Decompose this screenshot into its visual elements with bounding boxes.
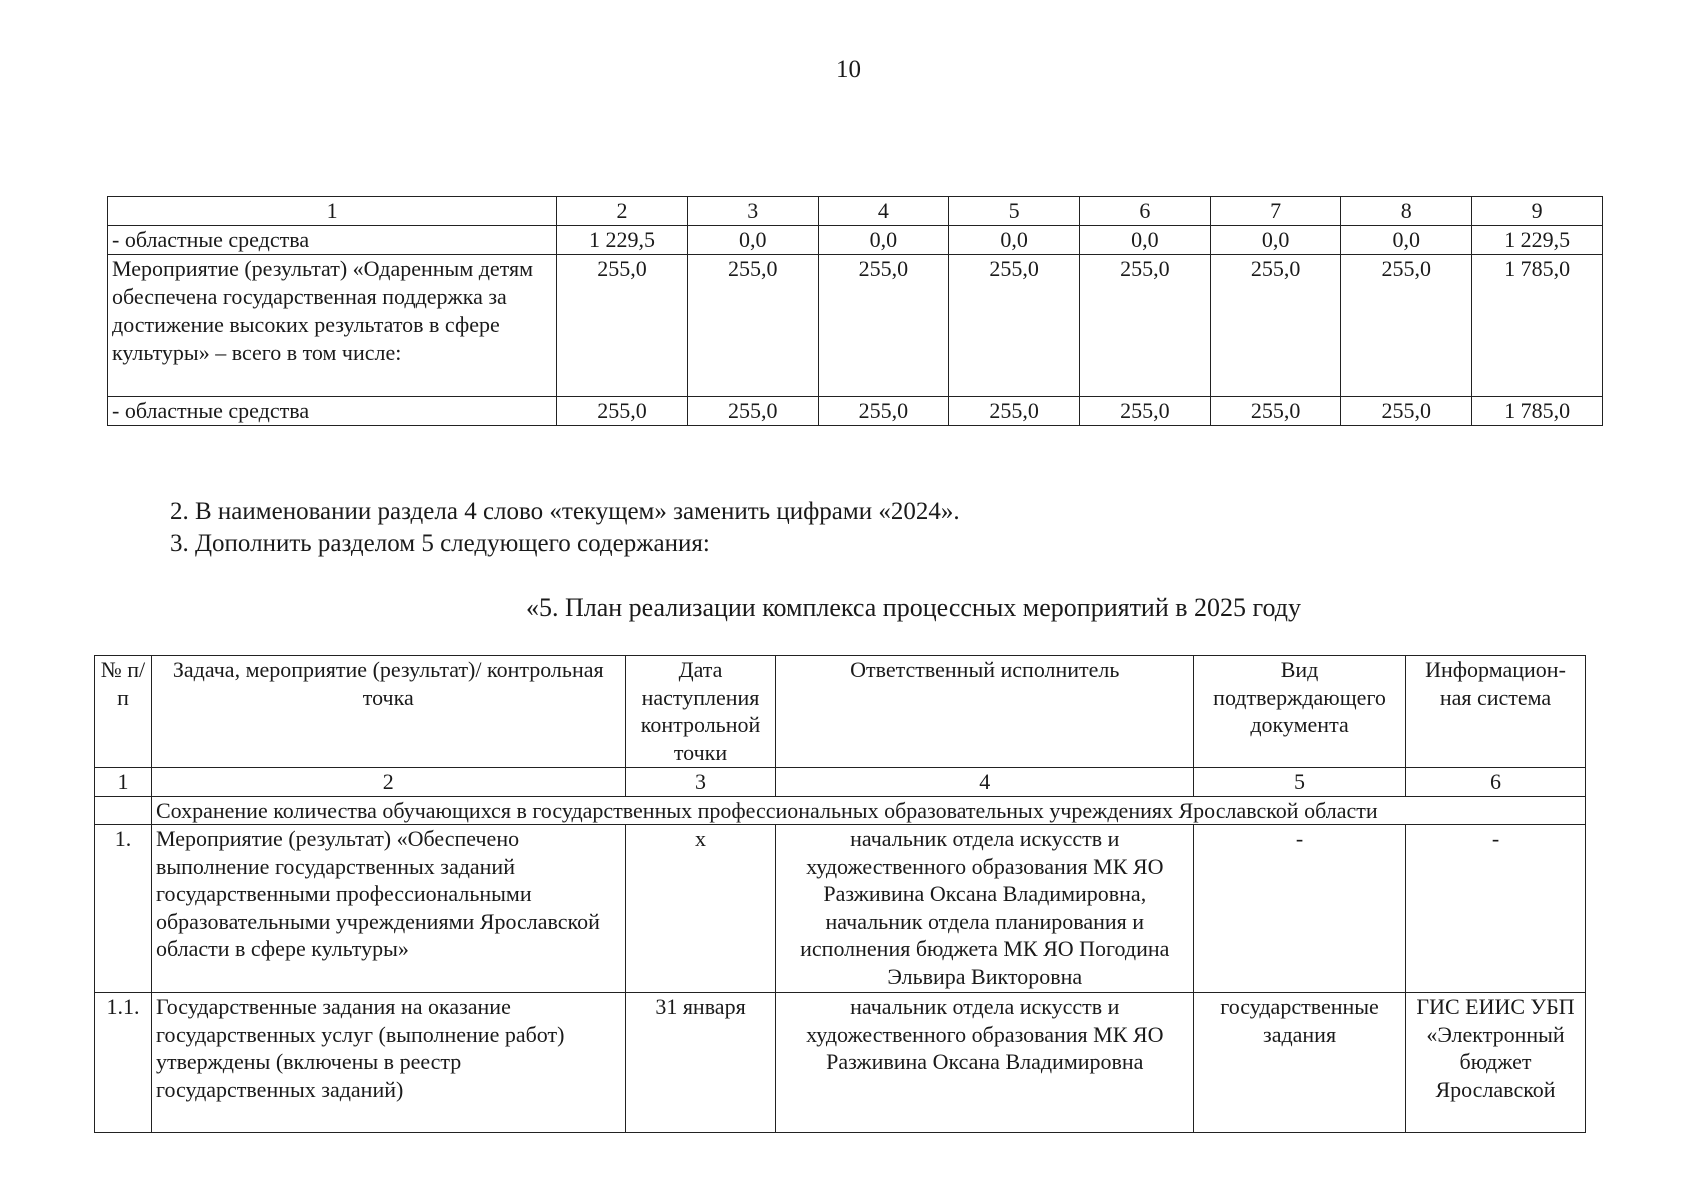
- table-cell: 255,0: [818, 255, 949, 397]
- column-number: 1: [95, 768, 152, 797]
- table-cell: [95, 796, 152, 825]
- plan-table: [94, 655, 1586, 1133]
- task-cell: Государственные задания на оказание государственных услуг (выполнение работ) утверждены (включены в реестр государственных заданий): [151, 993, 625, 1133]
- column-number-row: [95, 768, 1586, 797]
- task-cell: Мероприятие (результат) «Обеспечено выполнение государственных заданий государственными профессиональными образовательными учреждениями Ярославской области в сфере культуры»: [151, 825, 625, 993]
- system-cell: ГИС ЕИИС УБП «Электронный бюджет Ярославской: [1406, 993, 1586, 1133]
- table-cell: 255,0: [557, 255, 688, 397]
- table-cell: 0,0: [687, 226, 818, 255]
- table-cell: 1 229,5: [1472, 226, 1603, 255]
- header-cell: № п/п: [95, 656, 152, 768]
- header-cell: Задача, мероприятие (результат)/ контрольная точка: [151, 656, 625, 768]
- column-number: 1: [108, 197, 557, 226]
- column-number: 6: [1080, 197, 1211, 226]
- row-number: 1.1.: [95, 993, 152, 1133]
- section-title: «5. План реализации комплекса процессных мероприятий в 2025 году: [525, 593, 1302, 622]
- table-cell: 255,0: [1341, 255, 1472, 397]
- table-cell: 255,0: [557, 397, 688, 426]
- column-number: 4: [818, 197, 949, 226]
- table-cell: 0,0: [1341, 226, 1472, 255]
- table-cell: 255,0: [1210, 255, 1341, 397]
- header-cell: Вид подтверждающего документа: [1194, 656, 1406, 768]
- column-number: 5: [949, 197, 1080, 226]
- column-number: 4: [776, 768, 1194, 797]
- page-number: 10: [836, 56, 861, 83]
- financing-table: [107, 196, 1603, 426]
- column-number: 3: [625, 768, 776, 797]
- column-number: 5: [1194, 768, 1406, 797]
- table-cell: 255,0: [687, 255, 818, 397]
- header-cell: Информацион-ная система: [1406, 656, 1586, 768]
- table-cell: 255,0: [1341, 397, 1472, 426]
- column-number: 2: [557, 197, 688, 226]
- header-cell: Ответственный исполнитель: [776, 656, 1194, 768]
- column-number: 9: [1472, 197, 1603, 226]
- table-cell: 255,0: [818, 397, 949, 426]
- table-header-row: [108, 197, 1603, 226]
- column-number: 6: [1406, 768, 1586, 797]
- table-cell: 0,0: [1210, 226, 1341, 255]
- table-cell: 0,0: [1080, 226, 1211, 255]
- executor-cell: начальник отдела искусств и художественного образования МК ЯО Разживина Оксана Владимировна, начальник отдела планирования и исполнения бюджета МК ЯО Погодина Эльвира Викторовна: [776, 825, 1194, 993]
- date-cell: х: [625, 825, 776, 993]
- row-label: - областные средства: [108, 397, 557, 426]
- table-row: [95, 825, 1586, 993]
- document-cell: -: [1194, 825, 1406, 993]
- amendment-paragraph: 3. Дополнить разделом 5 следующего содержания:: [170, 530, 710, 557]
- table-cell: 1 229,5: [557, 226, 688, 255]
- column-number: 3: [687, 197, 818, 226]
- table-cell: 0,0: [818, 226, 949, 255]
- table-row: [108, 397, 1603, 426]
- table-cell: 1 785,0: [1472, 255, 1603, 397]
- column-number: 8: [1341, 197, 1472, 226]
- amendment-paragraph: 2. В наименовании раздела 4 слово «текущем» заменить цифрами «2024».: [170, 498, 960, 525]
- system-cell: -: [1406, 825, 1586, 993]
- row-label: Мероприятие (результат) «Одаренным детям обеспечена государственная поддержка за достижение высоких результатов в сфере культуры» – всего в том числе:: [108, 255, 557, 397]
- executor-cell: начальник отдела искусств и художественного образования МК ЯО Разживина Оксана Владимировна: [776, 993, 1194, 1133]
- header-cell: Дата наступления контрольной точки: [625, 656, 776, 768]
- row-number: 1.: [95, 825, 152, 993]
- table-cell: 255,0: [949, 397, 1080, 426]
- table-row: [95, 993, 1586, 1133]
- task-title-row: [95, 796, 1586, 825]
- column-number: 2: [151, 768, 625, 797]
- table-cell: 1 785,0: [1472, 397, 1603, 426]
- table-cell: 255,0: [1080, 397, 1211, 426]
- table-row: [108, 226, 1603, 255]
- document-cell: государственные задания: [1194, 993, 1406, 1133]
- task-title: Сохранение количества обучающихся в государственных профессиональных образовательных учреждениях Ярославской области: [151, 796, 1585, 825]
- column-number: 7: [1210, 197, 1341, 226]
- date-cell: 31 января: [625, 993, 776, 1133]
- table-header-row: [95, 656, 1586, 768]
- table-cell: 0,0: [949, 226, 1080, 255]
- table-cell: 255,0: [949, 255, 1080, 397]
- table-row: [108, 255, 1603, 397]
- table-cell: 255,0: [1080, 255, 1211, 397]
- table-cell: 255,0: [687, 397, 818, 426]
- row-label: - областные средства: [108, 226, 557, 255]
- table-cell: 255,0: [1210, 397, 1341, 426]
